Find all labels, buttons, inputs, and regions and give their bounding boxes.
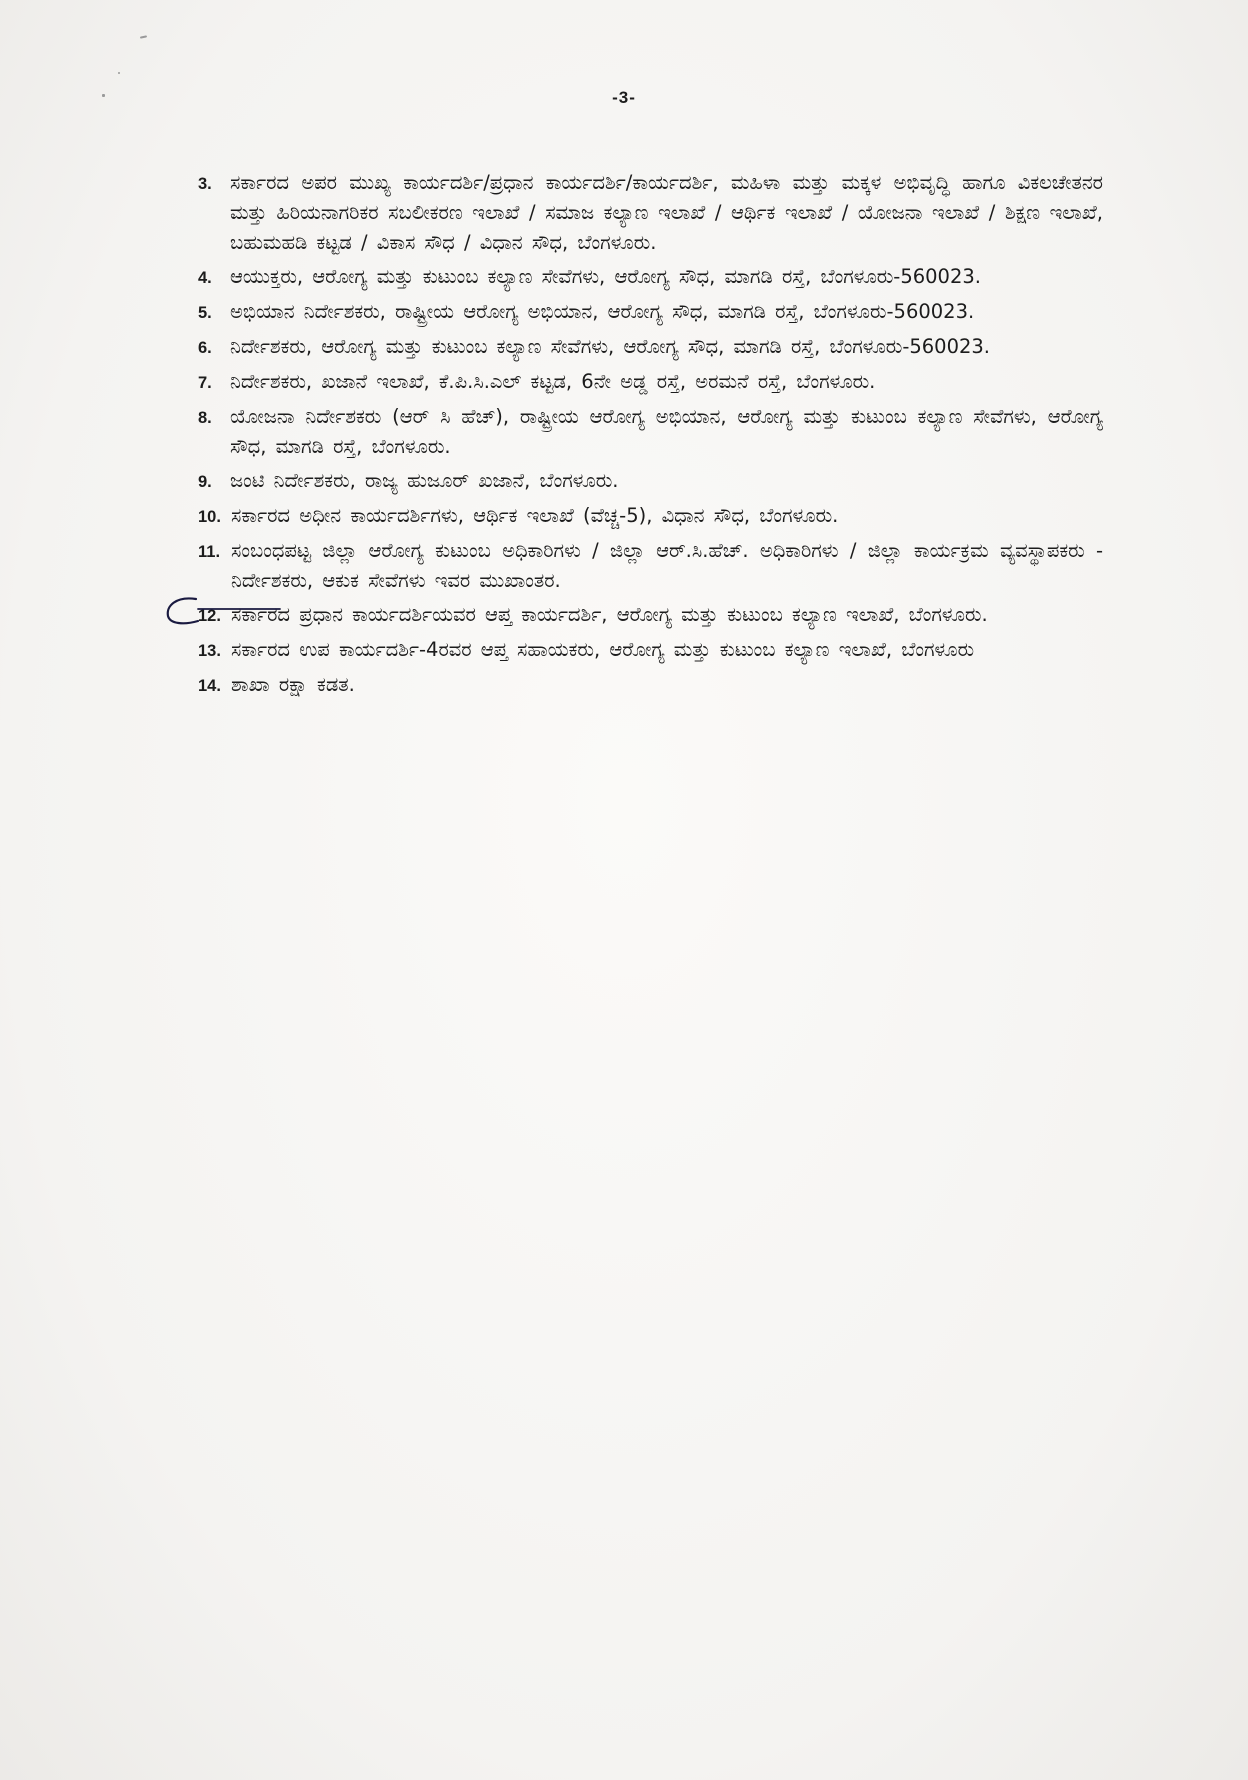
item-number: 11. — [198, 543, 221, 561]
list-item — [198, 536, 1103, 596]
list-item — [198, 501, 1103, 532]
item-text: ನಿರ್ದೇಶಕರು, ಖಜಾನೆ ಇಲಾಖೆ, ಕೆ.ಪಿ.ಸಿ.ಎಲ್ ಕಟ್ಟಡ, 6ನೇ ಅಡ್ಡ ರಸ್ತೆ, ಅರಮನೆ ರಸ್ತೆ, ಬೆಂಗಳೂರು. — [230, 370, 876, 393]
list-item — [198, 635, 1103, 666]
item-text: ಯೋಜನಾ ನಿರ್ದೇಶಕರು (ಆರ್ ಸಿ ಹೆಚ್), ರಾಷ್ಟ್ರೀಯ ಆರೋಗ್ಯ ಅಭಿಯಾನ, ಆರೋಗ್ಯ ಮತ್ತು ಕುಟುಂಬ ಕಲ್ಯಾಣ ಸೇವೆಗಳು, ಆರೋಗ್ಯ ಸೌಧ, ಮಾಗಡಿ ರಸ್ತೆ, ಬೆಂಗಳೂರು. — [230, 405, 1103, 458]
list-item — [198, 367, 1103, 398]
item-number: 13. — [198, 642, 221, 660]
item-text: ಅಭಿಯಾನ ನಿರ್ದೇಶಕರು, ರಾಷ್ಟ್ರೀಯ ಆರೋಗ್ಯ ಅಭಿಯಾನ, ಆರೋಗ್ಯ ಸೌಧ, ಮಾಗಡಿ ರಸ್ತೆ, ಬೆಂಗಳೂರು-560023. — [230, 300, 975, 323]
item-text: ಸಂಬಂಧಪಟ್ಟ ಜಿಲ್ಲಾ ಆರೋಗ್ಯ ಕುಟುಂಬ ಅಧಿಕಾರಿಗಳು / ಜಿಲ್ಲಾ ಆರ್.ಸಿ.ಹೆಚ್. ಅಧಿಕಾರಿಗಳು / ಜಿಲ್ಲಾ ಕಾರ್ಯಕ್ರಮ ವ್ಯವಸ್ಥಾಪಕರು - ನಿರ್ದೇಶಕರು, ಆಕುಕ ಸೇವೆಗಳು ಇವರ ಮುಖಾಂತರ. — [231, 539, 1103, 592]
list-item — [198, 262, 1103, 293]
item-text: ಜಂಟಿ ನಿರ್ದೇಶಕರು, ರಾಜ್ಯ ಹುಜೂರ್ ಖಜಾನೆ, ಬೆಂಗಳೂರು. — [230, 469, 619, 492]
scan-speck — [118, 72, 120, 74]
item-text: ನಿರ್ದೇಶಕರು, ಆರೋಗ್ಯ ಮತ್ತು ಕುಟುಂಬ ಕಲ್ಯಾಣ ಸೇವೆಗಳು, ಆರೋಗ್ಯ ಸೌಧ, ಮಾಗಡಿ ರಸ್ತೆ, ಬೆಂಗಳೂರು-560023. — [230, 335, 990, 358]
recipient-list — [198, 168, 1103, 705]
list-item — [198, 168, 1103, 258]
item-text: ಸರ್ಕಾರದ ಪ್ರಧಾನ ಕಾರ್ಯದರ್ಶಿಯವರ ಆಪ್ತ ಕಾರ್ಯದರ್ಶಿ, ಆರೋಗ್ಯ ಮತ್ತು ಕುಟುಂಬ ಕಲ್ಯಾಣ ಇಲಾಖೆ, ಬೆಂಗಳೂರು. — [231, 603, 988, 626]
handwritten-pen-mark — [162, 594, 282, 630]
list-item — [198, 670, 1103, 701]
list-item — [198, 297, 1103, 328]
list-item — [198, 466, 1103, 497]
item-text: ಸರ್ಕಾರದ ಅಧೀನ ಕಾರ್ಯದರ್ಶಿಗಳು, ಆರ್ಥಿಕ ಇಲಾಖೆ (ವೆಚ್ಚ-5), ವಿಧಾನ ಸೌಧ, ಬೆಂಗಳೂರು. — [231, 504, 839, 527]
item-number: 3. — [198, 175, 212, 193]
item-text: ಸರ್ಕಾರದ ಉಪ ಕಾರ್ಯದರ್ಶಿ-4ರವರ ಆಪ್ತ ಸಹಾಯಕರು, ಆರೋಗ್ಯ ಮತ್ತು ಕುಟುಂಬ ಕಲ್ಯಾಣ ಇಲಾಖೆ, ಬೆಂಗಳೂರು — [231, 638, 975, 661]
item-number: 6. — [198, 339, 212, 357]
item-number: 5. — [198, 304, 212, 322]
item-number: 10. — [198, 508, 221, 526]
item-text: ಸರ್ಕಾರದ ಅಪರ ಮುಖ್ಯ ಕಾರ್ಯದರ್ಶಿ/ಪ್ರಧಾನ ಕಾರ್ಯದರ್ಶಿ/ಕಾರ್ಯದರ್ಶಿ, ಮಹಿಳಾ ಮತ್ತು ಮಕ್ಕಳ ಅಭಿವೃದ್ಧಿ ಹಾಗೂ ವಿಕಲಚೇತನರ ಮತ್ತು ಹಿರಿಯನಾಗರಿಕರ ಸಬಲೀಕರಣ ಇಲಾಖೆ / ಸಮಾಜ ಕಲ್ಯಾಣ ಇಲಾಖೆ / ಆರ್ಥಿಕ ಇಲಾಖೆ / ಯೋಜನಾ ಇಲಾಖೆ / ಶಿಕ್ಷಣ ಇಲಾಖೆ, ಬಹುಮಹಡಿ ಕಟ್ಟಡ / ವಿಕಾಸ ಸೌಧ / ವಿಧಾನ ಸೌಧ, ಬೆಂಗಳೂರು. — [230, 171, 1103, 254]
scan-speck — [140, 35, 147, 38]
list-item — [198, 402, 1103, 462]
item-number: 9. — [198, 473, 212, 491]
item-number: 7. — [198, 374, 212, 392]
item-number: 8. — [198, 409, 212, 427]
item-text: ಆಯುಕ್ತರು, ಆರೋಗ್ಯ ಮತ್ತು ಕುಟುಂಬ ಕಲ್ಯಾಣ ಸೇವೆಗಳು, ಆರೋಗ್ಯ ಸೌಧ, ಮಾಗಡಿ ರಸ್ತೆ, ಬೆಂಗಳೂರು-560023. — [230, 265, 981, 288]
list-item — [198, 600, 1103, 631]
item-number: 12. — [198, 607, 221, 625]
item-number: 14. — [198, 677, 221, 695]
page-number: -3- — [612, 88, 636, 107]
item-number: 4. — [198, 269, 212, 287]
item-text: ಶಾಖಾ ರಕ್ಷಾ ಕಡತ. — [231, 673, 355, 696]
list-item — [198, 332, 1103, 363]
